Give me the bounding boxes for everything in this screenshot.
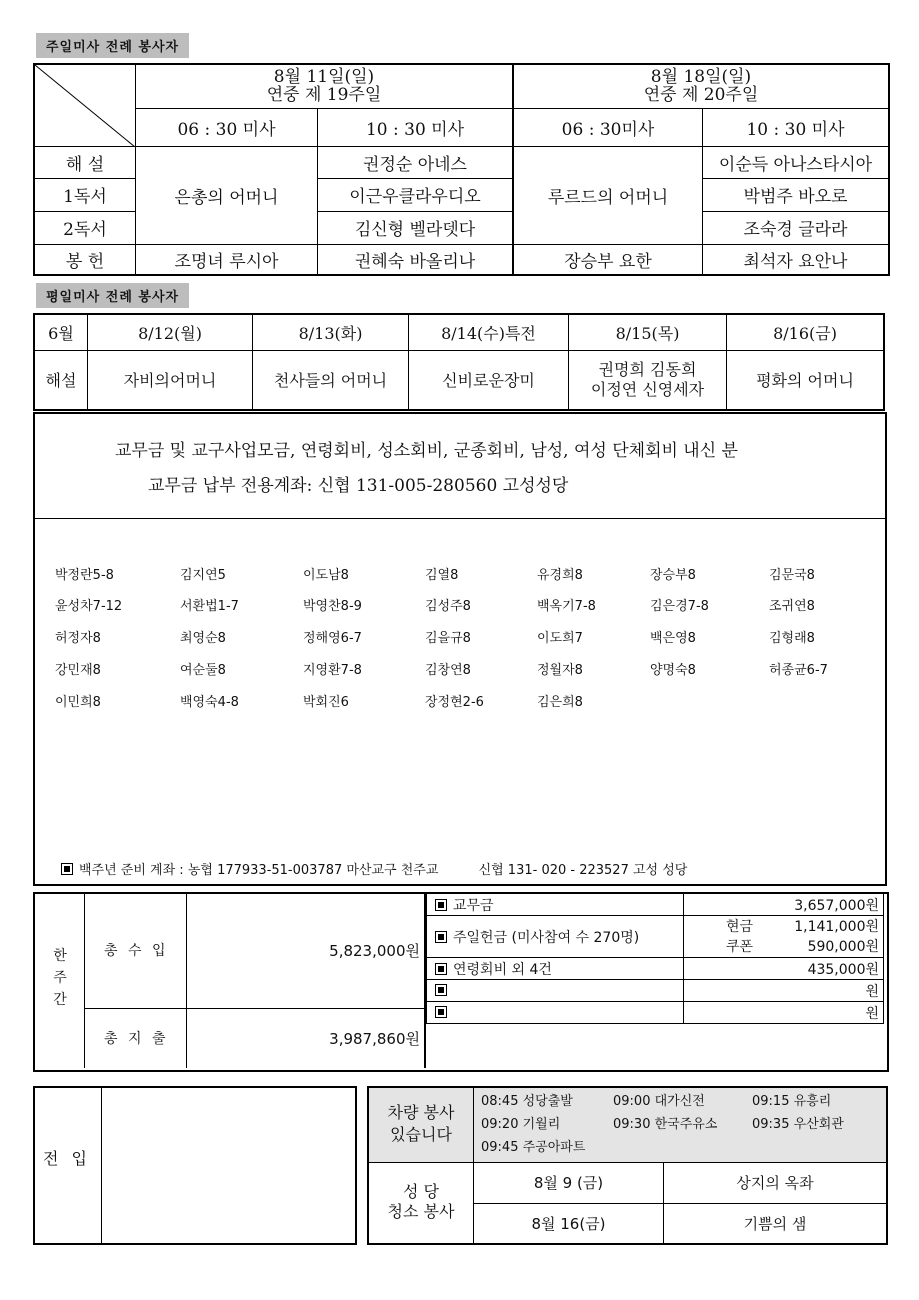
cash-value: 1,141,000원: [794, 918, 879, 935]
income-item-split: [684, 916, 884, 958]
bus-label-line: 있습니다: [390, 1125, 452, 1144]
transfer-label: 전 입: [43, 1149, 91, 1168]
cleaning-group: 기쁨의 샘: [743, 1215, 807, 1233]
weekday-role: 해설: [34, 350, 88, 410]
cleaning-label: [369, 1182, 473, 1222]
role-label: 2독서: [34, 211, 136, 244]
income-item-value: 3,657,000원: [684, 894, 884, 916]
week1-early-group: 은총의 어머니: [136, 146, 318, 244]
weekday-server-line: 이정연 신영세자: [590, 379, 705, 399]
income-item: [427, 916, 684, 958]
cleaning-date: 8월 9 (금): [533, 1174, 604, 1192]
bus-stop: 08:45 성당출발: [481, 1094, 573, 1109]
divider: [474, 1203, 886, 1204]
donor-entry: 김은경7-8: [650, 599, 709, 614]
donor-entry: 백옥기7-8: [537, 599, 596, 614]
weekday-section-tag: 평일미사 전례 봉사자: [36, 283, 189, 308]
donor-entry: 김을규8: [425, 631, 471, 646]
income-item: [427, 980, 684, 1002]
donor-entry: 박정란5-8: [55, 568, 114, 583]
sunday-section-tag: 주일미사 전례 봉사자: [36, 33, 189, 58]
divider: [35, 518, 885, 519]
income-label: 총 수 입: [104, 943, 169, 959]
divider: [369, 1162, 886, 1163]
donor-entry: 서환법1-7: [180, 599, 239, 614]
bus-stop-row: [481, 1136, 862, 1159]
income-detail-table: [426, 893, 884, 1024]
bus-stop: 09:30 한국주유소: [613, 1117, 718, 1132]
week2-title: 연중 제 20주일: [643, 85, 759, 106]
weekday-date: 8/14(수)특전: [409, 314, 569, 350]
cash-label: 현금: [726, 918, 754, 935]
bus-stop: 09:45 주공아파트: [481, 1140, 586, 1155]
week1-late-server: 김신형 벨라뎃다: [318, 211, 514, 244]
bus-stop-list: [481, 1090, 862, 1159]
donor-entry: 조귀연8: [769, 599, 815, 614]
weekday-server: 천사들의 어머니: [253, 350, 409, 410]
week2-late-server: 박범주 바오로: [703, 178, 890, 211]
coupon-label: 쿠폰: [726, 938, 754, 955]
bus-stop: 09:00 대가신전: [613, 1094, 705, 1109]
coupon-value: 590,000원: [807, 938, 879, 955]
donor-entry: 김형래8: [769, 631, 815, 646]
bus-label-line: 차량 봉사: [387, 1103, 455, 1122]
centennial-account-note: [61, 859, 687, 878]
checkbox-icon: [435, 984, 447, 996]
week2-mass1: 06 : 30미사: [513, 108, 703, 146]
income-item-value: 원: [684, 980, 884, 1002]
donor-entry: 장정현2-6: [425, 695, 484, 710]
donor-entry: 김지연5: [180, 568, 226, 583]
donor-entry: 김은희8: [537, 695, 583, 710]
sunday-server-table: [33, 63, 890, 276]
week2-mass2: 10 : 30 미사: [703, 108, 890, 146]
week2-header: [513, 64, 889, 108]
divider: [84, 892, 85, 1068]
week1-date: 8월 11일(일): [273, 67, 375, 88]
donor-entry: 허종균6-7: [769, 663, 828, 678]
donor-entry: 지영환7-8: [303, 663, 362, 678]
donor-entry: 김문국8: [769, 568, 815, 583]
expense-total: 3,987,860원: [329, 1030, 420, 1048]
cleaning-date: 8월 16(금): [531, 1215, 606, 1233]
income-item-value: 435,000원: [684, 958, 884, 980]
donor-entry: 이민희8: [55, 695, 101, 710]
weekday-server: 평화의 어머니: [727, 350, 885, 410]
week1-early-offering: 조명녀 루시아: [136, 244, 318, 275]
donor-entry: 허정자8: [55, 631, 101, 646]
weekday-server-multi: [569, 350, 727, 410]
checkbox-icon: [435, 899, 447, 911]
weekday-date: 8/16(금): [727, 314, 885, 350]
week2-early-offering: 장승부 요한: [513, 244, 703, 275]
bus-stop-row: [481, 1113, 862, 1136]
week2-late-server: 최석자 요안나: [703, 244, 890, 275]
income-item-label: 교무금: [453, 897, 494, 914]
week1-title: 연중 제 19주일: [266, 85, 382, 106]
bus-stop: 09:20 기월리: [481, 1117, 561, 1132]
cleaning-label-line: 성 당: [403, 1182, 439, 1201]
bus-label: [369, 1102, 473, 1146]
donor-entry: 최영순8: [180, 631, 226, 646]
week1-late-server: 이근우클라우디오: [318, 178, 514, 211]
cleaning-group: 상지의 옥좌: [736, 1174, 814, 1192]
role-label: 해 설: [34, 146, 136, 178]
week1-late-server: 권정순 아네스: [318, 146, 514, 178]
donor-entry: 양명숙8: [650, 663, 696, 678]
week2-early-group: 루르드의 어머니: [513, 146, 703, 244]
donor-entry: 백영숙4-8: [180, 695, 239, 710]
week2-date: 8월 18일(일): [650, 67, 752, 88]
bus-stop-row: [481, 1090, 862, 1113]
divider: [84, 1008, 425, 1009]
expense-label: 총 지 출: [104, 1031, 169, 1047]
transfer-box: [33, 1086, 357, 1245]
checkbox-icon: [435, 931, 447, 943]
donor-entry: 백은영8: [650, 631, 696, 646]
dues-account: 교무금 납부 전용계좌: 신협 131-005-280560 고성성당: [148, 476, 569, 496]
donor-entry: 강민재8: [55, 663, 101, 678]
dues-box: [33, 412, 887, 886]
role-label: 1독서: [34, 178, 136, 211]
weekday-server: 자비의어머니: [88, 350, 253, 410]
income-total: 5,823,000원: [329, 942, 420, 960]
checkbox-icon: [435, 1006, 447, 1018]
donor-entry: 이도남8: [303, 568, 349, 583]
weekday-date: 8/15(목): [569, 314, 727, 350]
income-item-value: 원: [684, 1002, 884, 1024]
week1-mass1: 06 : 30 미사: [136, 108, 318, 146]
donor-entry: 여순둘8: [180, 663, 226, 678]
income-item: [427, 894, 684, 916]
income-item: [427, 1002, 684, 1024]
diagonal-header-cell: [34, 64, 136, 146]
donor-entry: 김성주8: [425, 599, 471, 614]
income-item: [427, 958, 684, 980]
week2-late-server: 조숙경 글라라: [703, 211, 890, 244]
income-item-label: 연령회비 외 4건: [453, 961, 552, 978]
donor-entry: 김창연8: [425, 663, 471, 678]
role-label: 봉 헌: [34, 244, 136, 275]
checkbox-icon: [61, 863, 73, 875]
donor-entry: 유경희8: [537, 568, 583, 583]
weekday-date: 8/12(월): [88, 314, 253, 350]
donor-entry: 박영찬8-9: [303, 599, 362, 614]
donor-entry: 장승부8: [650, 568, 696, 583]
bus-stop: 09:35 우산회관: [752, 1117, 844, 1132]
weekday-server: 신비로운장미: [409, 350, 569, 410]
donor-entry: 김열8: [425, 568, 459, 583]
weekday-month: 6월: [34, 314, 88, 350]
cleaning-label-line: 청소 봉사: [387, 1202, 455, 1221]
centennial-account-nh: 백주년 준비 계좌 : 농협 177933-51-003787 마산교구 천주교: [79, 863, 439, 878]
donor-entry: 정월자8: [537, 663, 583, 678]
week2-late-server: 이순득 아나스타시아: [703, 146, 890, 178]
bus-stop: 09:15 유흥리: [752, 1094, 832, 1109]
weekday-server-line: 권명희 김동희: [598, 359, 697, 379]
income-item-label: 주일헌금 (미사참여 수 270명): [453, 929, 640, 946]
service-box: [367, 1086, 888, 1245]
donor-entry: 윤성차7-12: [55, 599, 123, 614]
divider: [101, 1088, 102, 1243]
week1-mass2: 10 : 30 미사: [318, 108, 514, 146]
finance-period: 한 주 간: [53, 948, 67, 1008]
donor-entry: 박회진6: [303, 695, 349, 710]
centennial-account-cu: 신협 131- 020 - 223527 고성 성당: [478, 863, 688, 878]
weekday-server-table: [33, 313, 885, 411]
donor-entry: 정해영6-7: [303, 631, 362, 646]
checkbox-icon: [435, 963, 447, 975]
week1-header: [136, 64, 514, 108]
week1-late-server: 권혜숙 바올리나: [318, 244, 514, 275]
weekday-date: 8/13(화): [253, 314, 409, 350]
donor-entry: 이도희7: [537, 631, 583, 646]
dues-title: 교무금 및 교구사업모금, 연령회비, 성소회비, 군종회비, 남성, 여성 단체회비 내신 분: [115, 441, 738, 461]
